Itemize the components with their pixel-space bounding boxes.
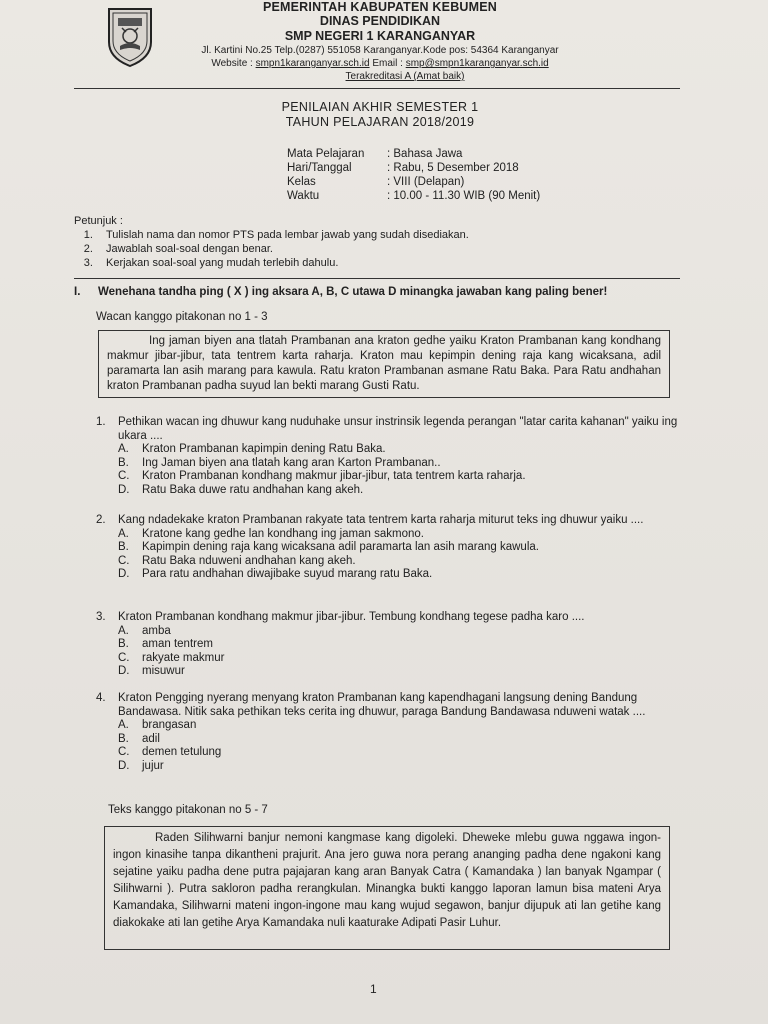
passage2-text: Raden Silihwarni banjur nemoni kangmase kang digoleki. Dheweke mlebu guwa nggawa ingon-ingon kinasihe tanpa dikantheni prajurit. Ana jero guwa nora perang ananging padha dene ngakoni kang sejatine yaiku padha dene putra pajajaran kang aran Banyak Catra ( Kamandaka ) lan banyak Ngampar ( Silihwarni ). Putra sakloron padha rerangkulan. Minangka bukti kanggo laporan lamun bisa mateni Arya Kamandaka, Silihwarni mateni ingon-ingone mau kang wujud segawon, banjur dijupuk ati lan getihe kang diakokake ati lan getihe Arya Kamandaka nuli kaaturake Adipati Pasir Luhur. bbox=[113, 832, 661, 929]
question-3 bbox=[96, 611, 686, 679]
question-number: 4. bbox=[96, 692, 106, 704]
answer-option[interactable] bbox=[118, 541, 686, 555]
option-letter: C. bbox=[118, 470, 130, 482]
email-label: Email : bbox=[369, 58, 406, 69]
option-letter: A. bbox=[118, 624, 129, 637]
exam-meta bbox=[287, 147, 540, 203]
passage2-lead: Teks kanggo pitakonan no 5 - 7 bbox=[108, 804, 268, 816]
question-number: 3. bbox=[96, 611, 106, 623]
letterhead-divider bbox=[74, 88, 680, 89]
option-letter: D. bbox=[118, 568, 130, 580]
question-stem: Kraton Prambanan kondhang makmur jibar-jibur. Tembung kondhang tegese padha karo .... bbox=[118, 611, 585, 623]
section-instruction: Wenehana tandha ping ( X ) ing aksara A, B, C utawa D minangka jawaban kang paling bener! bbox=[98, 286, 608, 298]
question-4 bbox=[96, 692, 686, 773]
meta-key: Hari/Tanggal bbox=[287, 162, 352, 174]
option-letter: B. bbox=[118, 638, 129, 650]
option-text: adil bbox=[142, 732, 160, 745]
section-heading bbox=[74, 285, 607, 299]
option-letter: A. bbox=[118, 719, 129, 731]
option-letter: C. bbox=[118, 554, 130, 567]
option-letter: A. bbox=[118, 443, 129, 455]
meta-row bbox=[287, 175, 540, 189]
meta-value: : Rabu, 5 Desember 2018 bbox=[387, 162, 519, 174]
option-text: demen tetulung bbox=[142, 746, 222, 758]
letterhead bbox=[160, 0, 600, 83]
section-divider bbox=[74, 278, 680, 279]
option-text: Kraton Prambanan kapimpin dening Ratu Baka. bbox=[142, 443, 386, 455]
meta-value: : Bahasa Jawa bbox=[387, 148, 463, 160]
instructions bbox=[74, 214, 469, 270]
answer-option[interactable] bbox=[118, 484, 686, 498]
meta-key: Kelas bbox=[287, 176, 316, 188]
option-text: Kratone kang gedhe lan kondhang ing jaman sakmono. bbox=[142, 527, 424, 540]
answer-option[interactable] bbox=[118, 746, 686, 760]
question-2 bbox=[96, 514, 686, 582]
option-text: Ratu Baka nduweni andhahan kang akeh. bbox=[142, 554, 356, 567]
answer-option[interactable] bbox=[118, 443, 686, 457]
option-text: jujur bbox=[142, 759, 164, 772]
answer-option[interactable] bbox=[118, 652, 686, 666]
instruction-item: 2. Jawablah soal-soal dengan benar. bbox=[96, 242, 469, 256]
option-letter: C. bbox=[118, 746, 130, 758]
page-number: 1 bbox=[370, 982, 377, 996]
answer-option[interactable] bbox=[118, 665, 686, 679]
answer-option[interactable] bbox=[118, 555, 686, 569]
letterhead-contact bbox=[160, 57, 600, 70]
option-text: Ratu Baka duwe ratu andhahan kang akeh. bbox=[142, 483, 364, 496]
option-letter: A. bbox=[118, 527, 129, 540]
letterhead-government: PEMERINTAH KABUPATEN KEBUMEN bbox=[262, 0, 498, 14]
answer-option[interactable] bbox=[118, 457, 686, 471]
answer-option[interactable] bbox=[118, 528, 686, 542]
option-text: Ing Jaman biyen ana tlatah kang aran Karton Prambanan.. bbox=[142, 456, 441, 469]
option-letter: D. bbox=[118, 665, 130, 677]
option-text: misuwur bbox=[142, 665, 185, 677]
question-stem: Pethikan wacan ing dhuwur kang nuduhake unsur instrinsik legenda perangan "latar carita kahanan" yaiku ing ukara .... bbox=[118, 416, 678, 442]
answer-option[interactable] bbox=[118, 625, 686, 639]
option-letter: B. bbox=[118, 732, 129, 745]
option-text: amba bbox=[142, 624, 171, 637]
accreditation-text: Terakreditasi A (Amat baik) bbox=[345, 71, 465, 82]
option-letter: C. bbox=[118, 651, 130, 664]
option-text: Para ratu andhahan diwajibake suyud marang ratu Baka. bbox=[142, 568, 433, 580]
meta-row bbox=[287, 147, 540, 161]
answer-option[interactable] bbox=[118, 760, 686, 774]
section-number: I. bbox=[74, 286, 81, 298]
option-letter: D. bbox=[118, 483, 130, 496]
meta-key: Mata Pelajaran bbox=[287, 148, 365, 160]
letterhead-address: Jl. Kartini No.25 Telp.(0287) 551058 Karanganyar.Kode pos: 54364 Karanganyar bbox=[201, 45, 559, 56]
answer-option[interactable] bbox=[118, 470, 686, 484]
instruction-item: 3. Kerjakan soal-soal yang mudah terlebih dahulu. bbox=[96, 256, 469, 270]
option-text: brangasan bbox=[142, 719, 197, 731]
meta-row bbox=[287, 161, 540, 175]
kebumen-coat-of-arms-logo bbox=[106, 6, 154, 68]
answer-option[interactable] bbox=[118, 568, 686, 582]
question-stem: Kraton Pengging nyerang menyang kraton Prambanan kang kapendhagani langsung dening Bandung Bandawasa. Nitik saka pethikan teks cerita ing dhuwur, paraga Bandung Bandawasa nduweni watak .... bbox=[118, 692, 646, 718]
website-link[interactable]: smpn1karanganyar.sch.id bbox=[255, 58, 370, 69]
option-text: Kraton Prambanan kondhang makmur jibar-jibur, tata tentrem karta raharja. bbox=[142, 470, 526, 482]
question-1 bbox=[96, 416, 686, 497]
option-letter: B. bbox=[118, 456, 129, 469]
exam-title bbox=[230, 100, 530, 130]
instructions-label: Petunjuk : bbox=[74, 215, 123, 227]
question-stem: Kang ndadekake kraton Prambanan rakyate tata tentrem karta raharja miturut teks ing dhuwur yaiku .... bbox=[118, 514, 644, 526]
letterhead-school: SMP NEGERI 1 KARANGANYAR bbox=[284, 29, 476, 43]
answer-option[interactable] bbox=[118, 733, 686, 747]
answer-option[interactable] bbox=[118, 719, 686, 733]
passage1-box bbox=[98, 330, 670, 398]
meta-value: : VIII (Delapan) bbox=[387, 176, 465, 188]
exam-title-line1: PENILAIAN AKHIR SEMESTER 1 bbox=[281, 100, 479, 114]
answer-option[interactable] bbox=[118, 638, 686, 652]
option-letter: B. bbox=[118, 541, 129, 553]
option-text: rakyate makmur bbox=[142, 651, 225, 664]
passage1-text: Ing jaman biyen ana tlatah Prambanan ana kraton gedhe yaiku Kraton Prambanan kang kondhang makmur jibar-jibur, tata tentrem karta raharja. Kraton mau kepimpin dening raja kang wicaksana, adil paramarta lan asih marang para kawula. Ratu kraton Prambanan asmane Ratu Baka. Para Ratu andhahan kraton Prambanan padha suyud lan bekti marang Gusti Ratu. bbox=[107, 335, 661, 392]
email-link[interactable]: smp@smpn1karanganyar.sch.id bbox=[405, 58, 549, 69]
website-label: Website : bbox=[211, 58, 256, 69]
exam-title-line2: TAHUN PELAJARAN 2018/2019 bbox=[285, 115, 475, 129]
option-text: Kapimpin dening raja kang wicaksana adil paramarta lan asih marang kawula. bbox=[142, 541, 539, 553]
meta-value: : 10.00 - 11.30 WIB (90 Menit) bbox=[387, 190, 541, 202]
option-letter: D. bbox=[118, 759, 130, 772]
passage2-box bbox=[104, 826, 670, 950]
meta-row bbox=[287, 189, 540, 203]
meta-key: Waktu bbox=[287, 190, 320, 202]
instruction-item: 1. Tulislah nama dan nomor PTS pada lembar jawab yang sudah disediakan. bbox=[96, 228, 469, 242]
letterhead-agency: DINAS PENDIDIKAN bbox=[319, 14, 441, 28]
passage1-lead: Wacan kanggo pitakonan no 1 - 3 bbox=[96, 311, 268, 323]
option-text: aman tentrem bbox=[142, 638, 213, 650]
question-number: 2. bbox=[96, 514, 106, 526]
question-number: 1. bbox=[96, 416, 106, 428]
